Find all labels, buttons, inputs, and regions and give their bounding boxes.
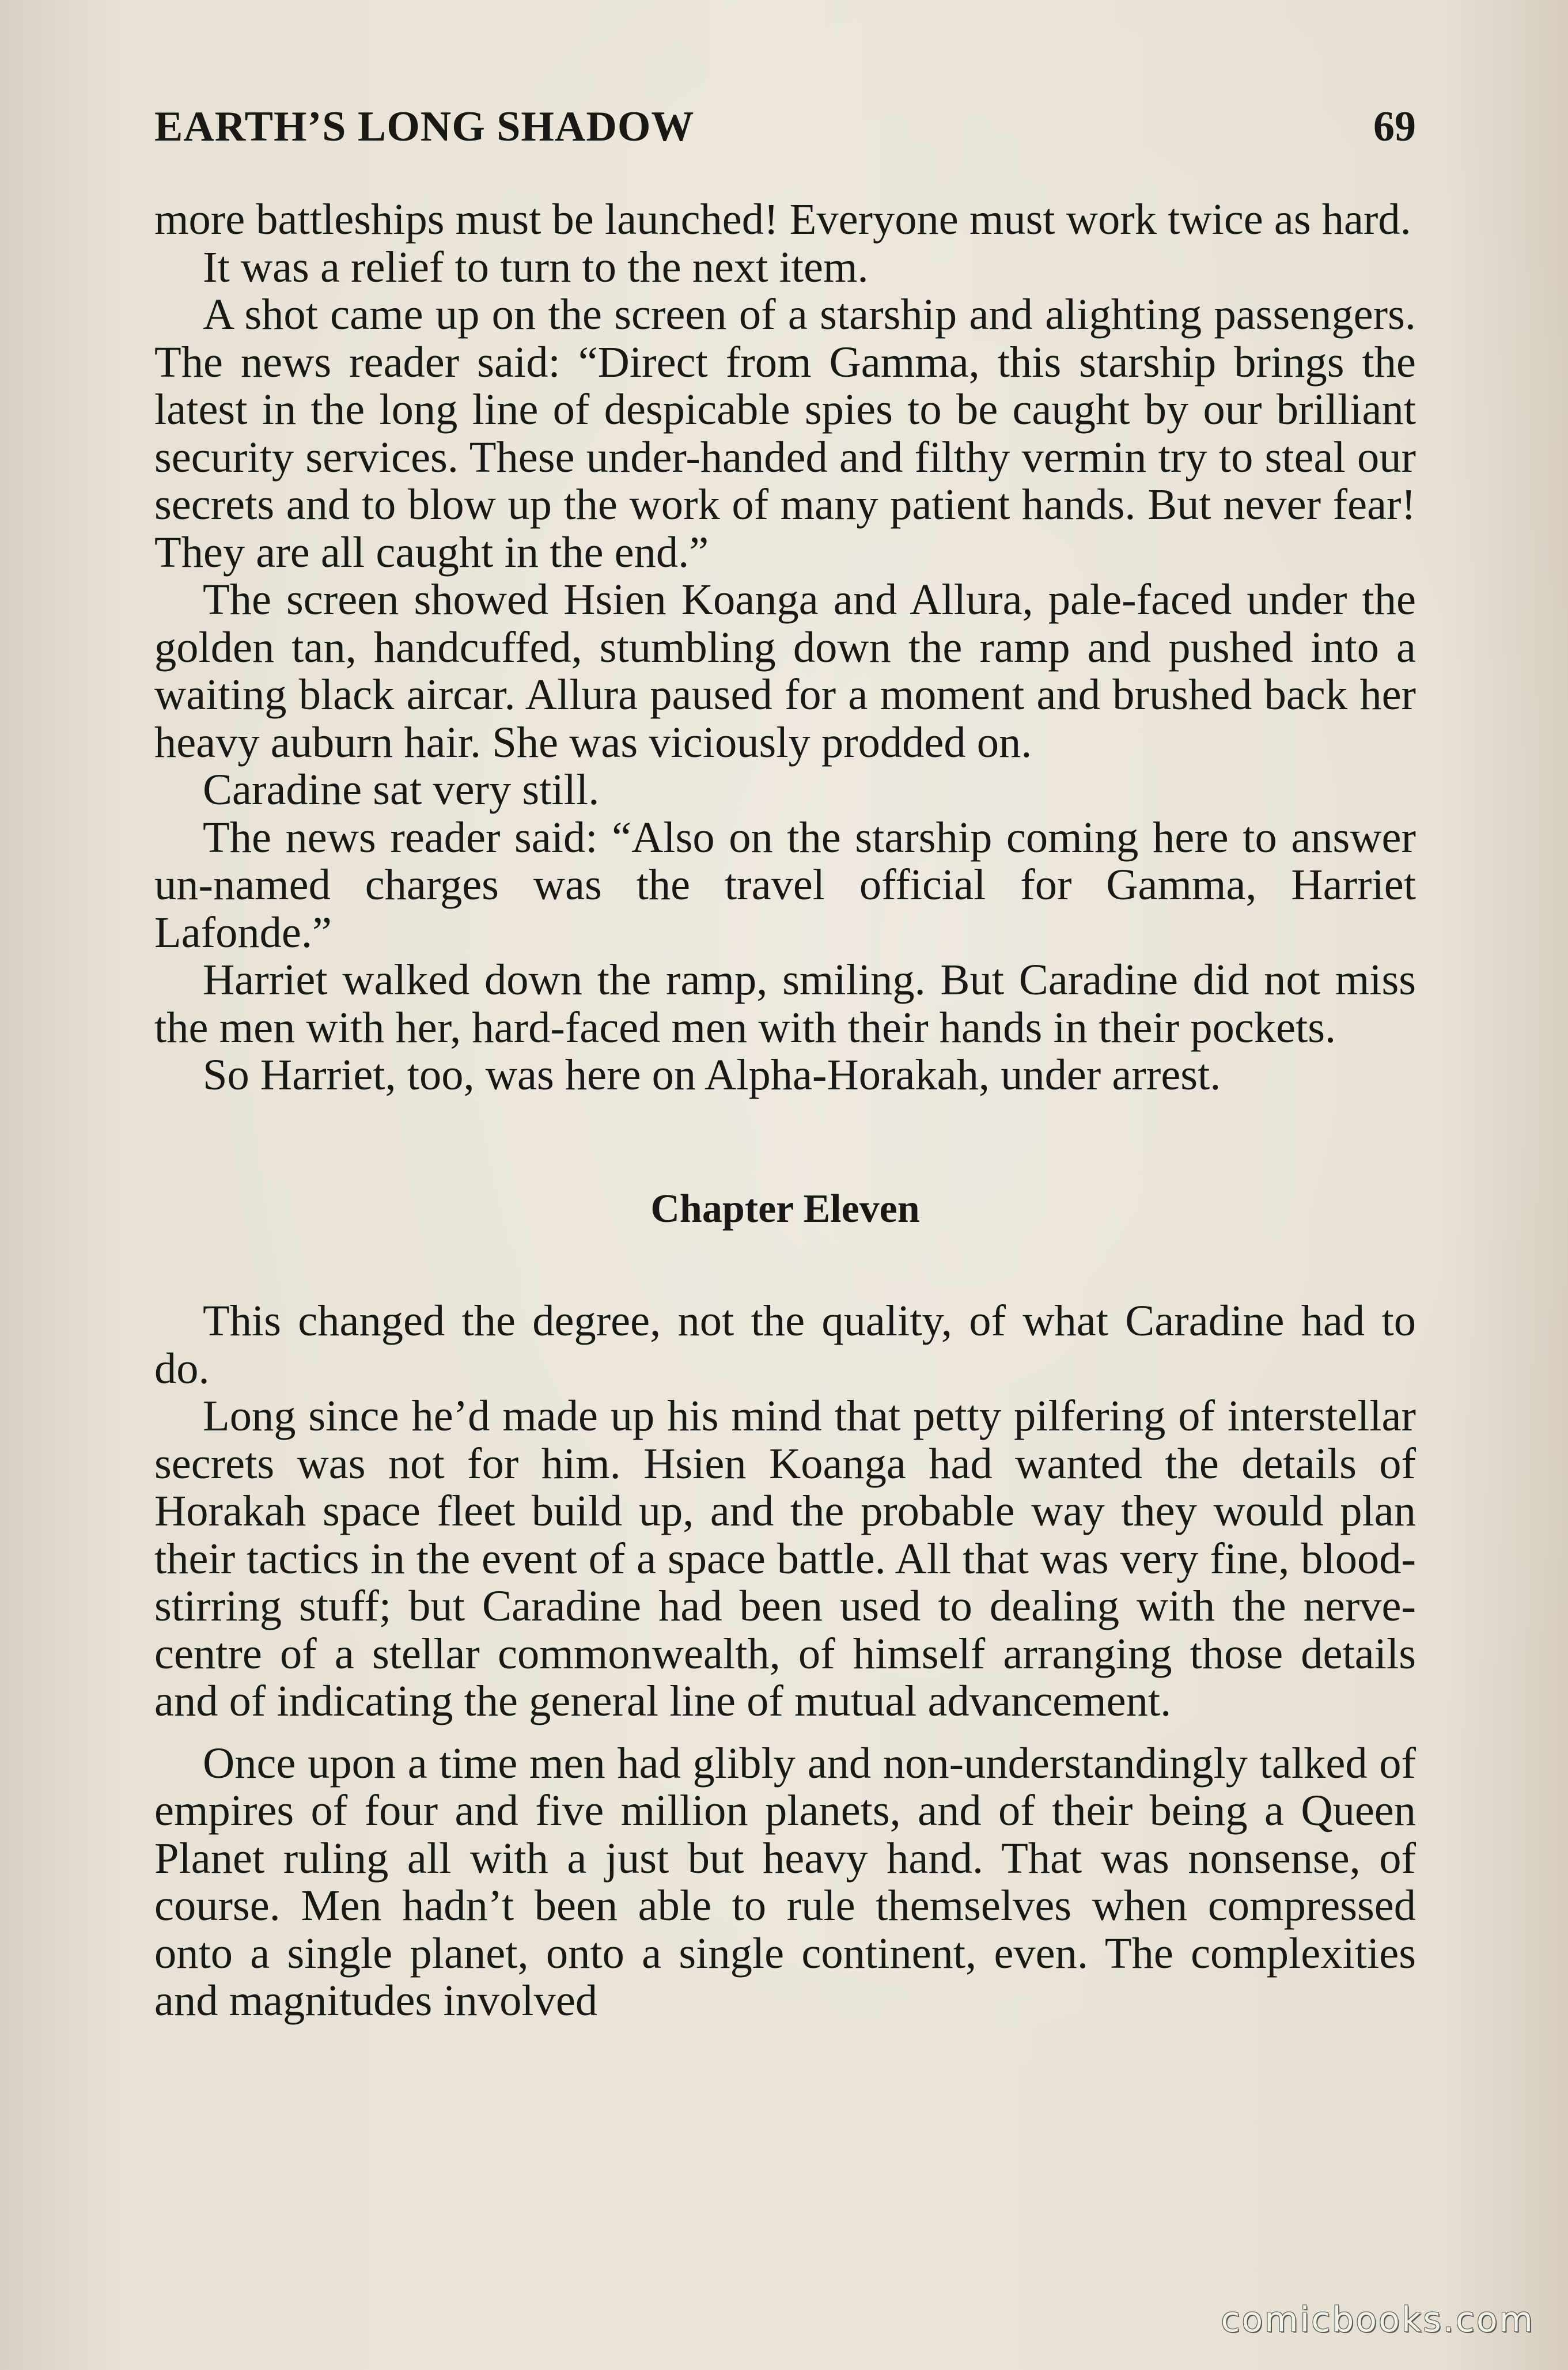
paragraph: So Harriet, too, was here on Alpha-Horakah, under arrest. — [203, 1050, 1221, 1099]
page-header — [154, 103, 1416, 166]
paragraph: Harriet walked down the ramp, smiling. But Caradine did not miss the men with her, hard-faced men with their hands in their pockets. — [154, 955, 1416, 1052]
body-text — [154, 196, 1416, 2025]
watermark: comicbooks.com — [1221, 2300, 1535, 2340]
paragraph: This changed the degree, not the quality, of what Caradine had to do. — [154, 1296, 1416, 1393]
page-number: 69 — [1373, 103, 1416, 150]
paragraph: It was a relief to turn to the next item. — [203, 242, 869, 291]
paragraph: more battleships must be launched! Everyone must work twice as hard. — [154, 195, 1411, 244]
paragraph: The screen showed Hsien Koanga and Allura, pale-faced under the golden tan, handcuffed, stumbling down the ramp and pushed into a waiting black aircar. Allura paused for a moment and brushed back her heavy auburn hair. She was viciously prodded on. — [154, 575, 1416, 767]
paragraph: Caradine sat very still. — [203, 765, 600, 814]
chapter-heading: Chapter Eleven — [650, 1186, 920, 1231]
paragraph: The news reader said: “Also on the starship coming here to answer un-named charges was the travel official for Gamma, Harriet Lafonde.” — [154, 812, 1416, 957]
running-title: EARTH’S LONG SHADOW — [154, 103, 695, 150]
paragraph: Once upon a time men had glibly and non-understandingly talked of empires of four and five million planets, and of their being a Queen Planet ruling all with a just but heavy hand. That was nonsense, of course. Men hadn’t been able to rule themselves when compressed onto a single planet, onto a single continent, even. The complexities and magnitudes involved — [154, 1738, 1416, 2025]
paragraph: Long since he’d made up his mind that petty pilfering of interstellar secrets was not for him. Hsien Koanga had wanted the details of Horakah space fleet build up, and the probable way they would plan their tactics in the event of a space battle. All that was very fine, blood-stirring stuff; but Caradine had been used to dealing with the nerve-centre of a stellar commonwealth, of himself arranging those details and of indicating the general line of mutual advancement. — [154, 1391, 1416, 1725]
paragraph: A shot came up on the screen of a starship and alighting passengers. The news reader said: “Direct from Gamma, this starship brings the latest in the long line of despicable spies to be caught by our brilliant security services. These under-handed and filthy vermin try to steal our secrets and to blow up the work of many patient hands. But never fear! They are all caught in the end.” — [154, 290, 1416, 577]
